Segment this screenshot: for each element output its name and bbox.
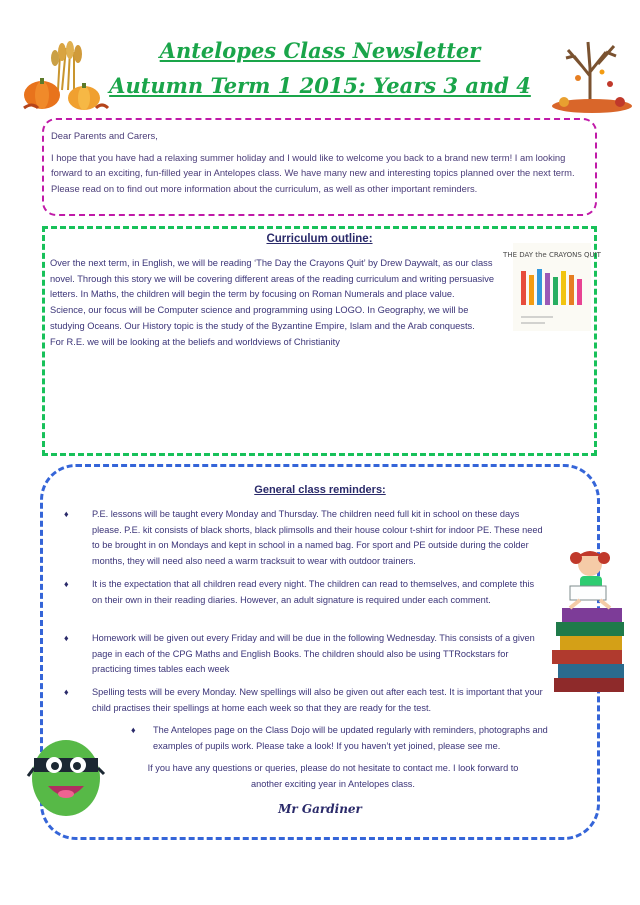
autumn-tree-icon	[548, 28, 634, 112]
welcome-letter-box	[42, 118, 597, 216]
curriculum-box	[42, 226, 601, 456]
curriculum-line: letters. In Maths, the children will begin the term by focusing on Roman Numerals and place value.	[50, 287, 510, 303]
curriculum-line: For R.E. we will be looking at the beliefs and worldviews of Christianity	[50, 336, 340, 347]
letter-body: I hope that you have had a relaxing summer holiday and I would like to welcome you back to a brand new term! I am looking forward to an exciting, fun-filled year in Antelopes class. We have many new and interesting topics planned over the next term. Please read on to find out more information about the curriculum, as well as other important reminders.	[51, 151, 575, 194]
class-dojo-monster-icon	[26, 728, 104, 820]
reminder-item-reading: ♦ It is the expectation that all children read every night. The children can read to themselves, and complete this on their own in their reading diaries. However, an adult signature is required under each comment.	[64, 579, 535, 605]
curriculum-line: novel. Through this story we will be covering different areas of the reading curriculum and writing persuasive	[50, 273, 495, 284]
reminder-item-pe: ♦ P.E. lessons will be taught every Monday and Thursday. The children need full kit in school on these days please. P.E. kit consists of black shorts, black plimsolls and their house colour t-shirt for indoor PE. These need to be brought in on Mondays and kept in school in a named bag. For sport and PE outside during the colder months, they will need also need a warm tracksuit to wear with outdoor trainers.	[64, 509, 543, 566]
bullet-icon: ♦	[131, 725, 136, 735]
reminders-box	[40, 464, 600, 840]
bullet-icon: ♦	[64, 633, 69, 643]
letter-greeting: Dear Parents and Carers,	[51, 130, 158, 141]
closing-text: If you have any questions or queries, please do not hesitate to contact me. I look forward to another exciting year in Antelopes class.	[147, 763, 519, 789]
curriculum-line: Over the next term, in English, we will be reading ‘The Day the Crayons Quit’ by Drew Daywalt, as our class	[50, 258, 493, 268]
reminder-item-homework: ♦ Homework will be given out every Friday and will be due in the following Wednesday. This consists of a given page in each of the CPG Maths and English Books. The children should also be using TTRockstars for practicing times tables each week	[64, 633, 535, 675]
curriculum-line: Science, our focus will be Computer science and programming using LOGO. In Geography, we will be	[50, 305, 469, 316]
crayons-book-cover-image	[503, 243, 601, 331]
newsletter-subtitle: Autumn Term 1 2015: Years 3 and 4	[109, 73, 531, 98]
reminders-heading: General class reminders:	[254, 484, 386, 496]
reminder-item-dojo: ♦ The Antelopes page on the Class Dojo will be updated regularly with reminders, photographs and examples of pupils work. Please take a look! If you haven’t yet joined, please see me.	[131, 725, 548, 751]
reminder-item-spelling: ♦ Spelling tests will be every Monday. New spellings will also be given out after each test. It is important that your child practises their spellings at home each week so that they are ready for the test.	[64, 687, 543, 713]
newsletter-title: Antelopes Class Newsletter	[159, 38, 481, 63]
signature: Mr Gardiner	[278, 802, 362, 816]
bullet-icon: ♦	[64, 509, 69, 519]
bullet-icon: ♦	[64, 579, 69, 589]
book-title-text: THE DAY the CRAYONS QUIT	[503, 251, 601, 259]
girl-reading-books-icon	[540, 528, 636, 700]
curriculum-line: studying Oceans. Our History topic is the study of the Byzantine Empire, Islam and the Arab conquests.	[50, 320, 475, 331]
curriculum-text	[50, 256, 510, 350]
autumn-pumpkins-icon	[22, 40, 110, 112]
curriculum-heading: Curriculum outline:	[266, 233, 373, 245]
bullet-icon: ♦	[64, 687, 69, 697]
